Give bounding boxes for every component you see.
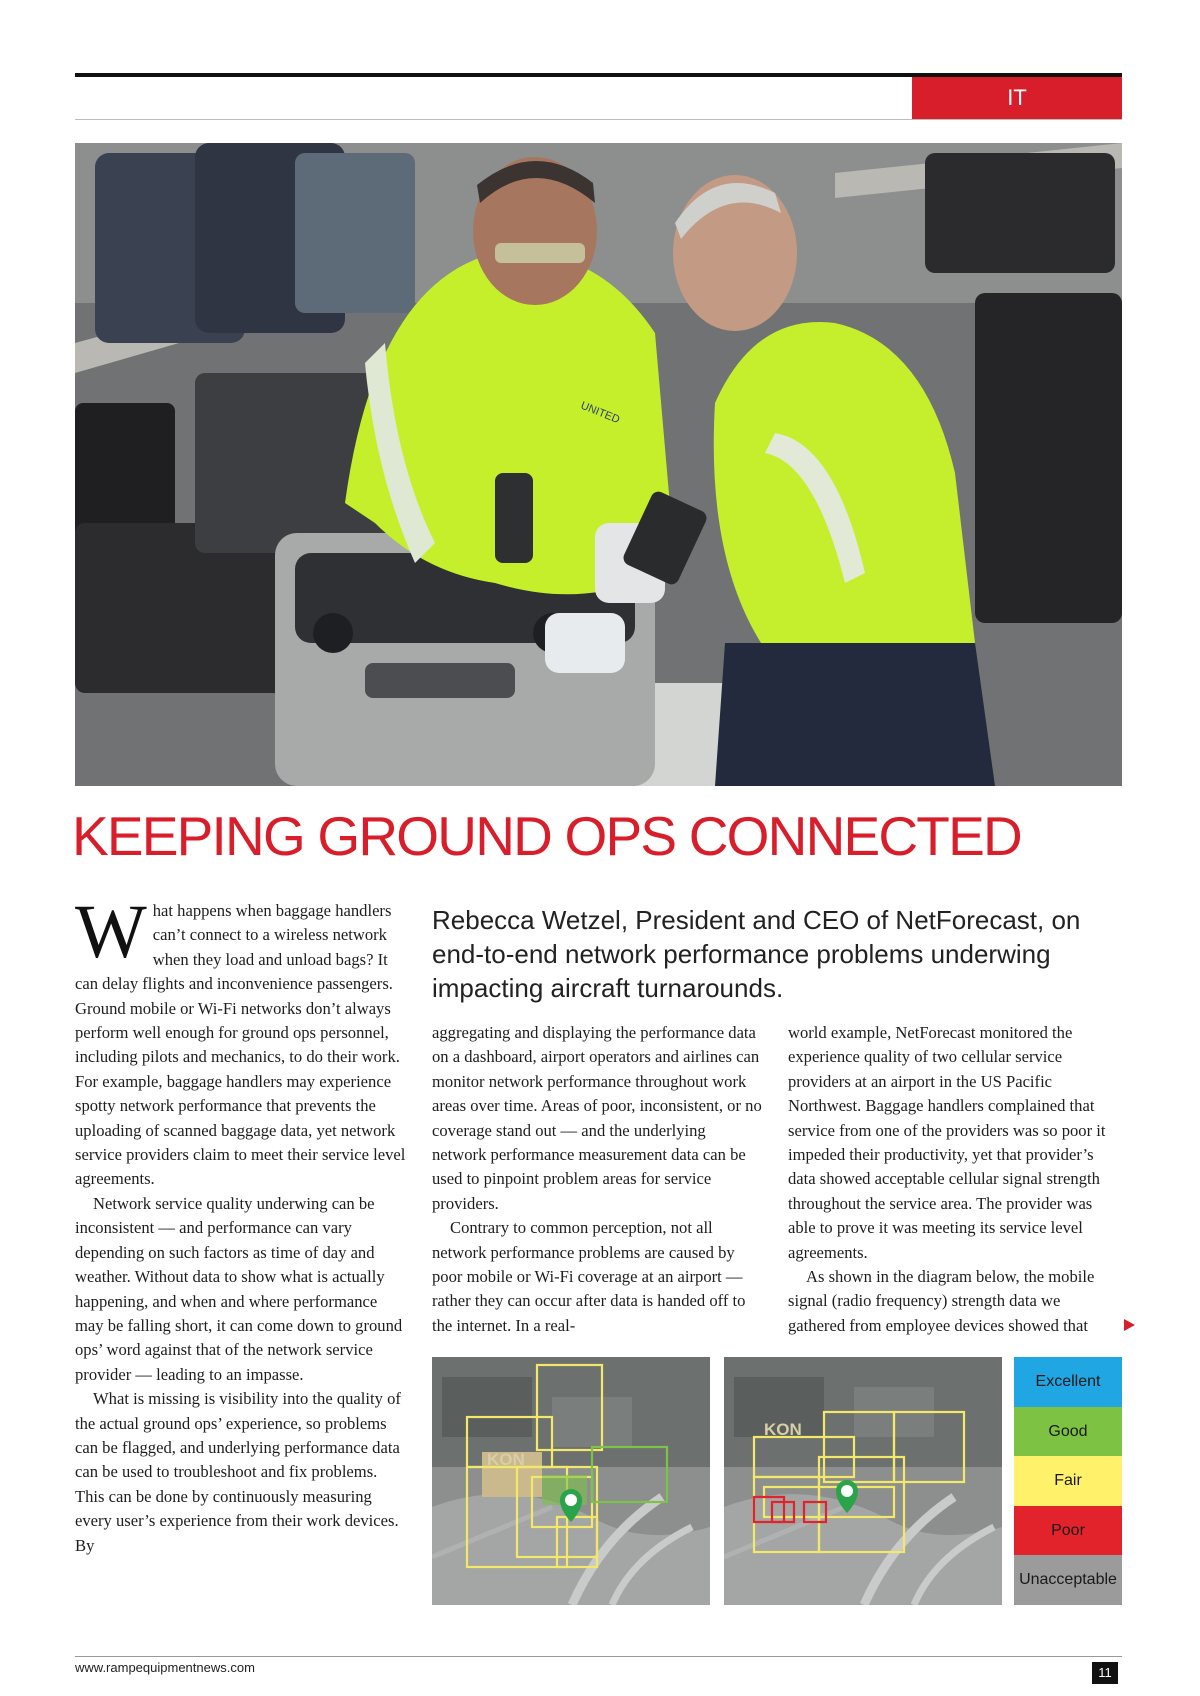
paragraph: world example, NetForecast monitored the experience quality of two cellular service providers at an airport in the US Pacific Northwest. Baggage handlers complained that service from one of the providers was so poor it impeded their productivity, yet that provider’s data showed acceptable cellular signal strength throughout the service area. The provider was able to prove it was meeting its service level agreements.: [788, 1023, 1106, 1262]
section-tab: IT: [912, 77, 1122, 119]
paragraph: Network service quality underwing can be inconsistent — and performance can vary depending on such factors as time of day and weather. Without data to show what is actually happening, and when and where performance may be falling short, it can come down to ground ops’ word against that of the network service provider — leading to an impasse.: [75, 1193, 403, 1384]
header-rule: [75, 119, 1122, 120]
legend-item-fair: Fair: [1014, 1456, 1122, 1506]
standfirst: Rebecca Wetzel, President and CEO of NetForecast, on end-to-end network performance problems underwing impacting aircraft turnarounds.: [432, 905, 1081, 1003]
continue-arrow-icon: [1124, 1319, 1135, 1331]
paragraph: Contrary to common perception, not all network performance problems are caused by poor mobile or Wi-Fi coverage at an airport — rather they can occur after data is handed off to the internet. In a real-: [432, 1218, 746, 1335]
legend-item-good: Good: [1014, 1407, 1122, 1457]
legend-item-poor: Poor: [1014, 1506, 1122, 1556]
map-1-label: KON: [487, 1450, 525, 1469]
coverage-map-1: [432, 1357, 710, 1605]
uniform-label: UNITED: [578, 399, 622, 427]
signal-legend: [1014, 1357, 1122, 1605]
footer-url: www.rampequipmentnews.com: [75, 1660, 255, 1675]
legend-item-excellent: Excellent: [1014, 1357, 1122, 1407]
hero-photo: [75, 143, 1122, 786]
article-headline: KEEPING GROUND OPS CONNECTED: [72, 805, 1021, 867]
footer-rule: [75, 1656, 1122, 1657]
paragraph: aggregating and displaying the performance data on a dashboard, airport operators and airlines can monitor network performance throughout work areas over time. Areas of poor, inconsistent, or no coverage stand out — and the underlying network performance measurement data can be used to pinpoint problem areas for service providers.: [432, 1023, 762, 1213]
coverage-map-2: [724, 1357, 1002, 1605]
article-column-3: [788, 1021, 1118, 1338]
map-2-label: KON: [764, 1420, 802, 1439]
drop-cap: W: [75, 890, 147, 974]
page-number: 11: [1092, 1662, 1118, 1684]
paragraph: hat happens when baggage handlers can’t connect to a wireless network when they load and unload bags? It can delay flights and inconvenience passengers. Ground mobile or Wi-Fi networks don’t always perform well enough for ground ops personnel, including pilots and mechanics, to do their work. For example, baggage handlers may experience spotty network performance that prevents the uploading of scanned baggage data, yet network service providers claim to meet their service level agreements.: [75, 901, 406, 1189]
paragraph: What is missing is visibility into the quality of the actual ground ops’ experience, so problems can be flagged, and underlying performance data can be used to troubleshoot and fix problems. This can be done by continuously measuring every user’s experience from their work devices. By: [75, 1389, 401, 1555]
article-column-2: [432, 1021, 762, 1338]
paragraph: As shown in the diagram below, the mobile signal (radio frequency) strength data we gathered from employee devices showed that: [788, 1267, 1095, 1335]
article-column-1: [75, 890, 407, 1558]
legend-item-unacceptable: Unacceptable: [1014, 1555, 1122, 1605]
